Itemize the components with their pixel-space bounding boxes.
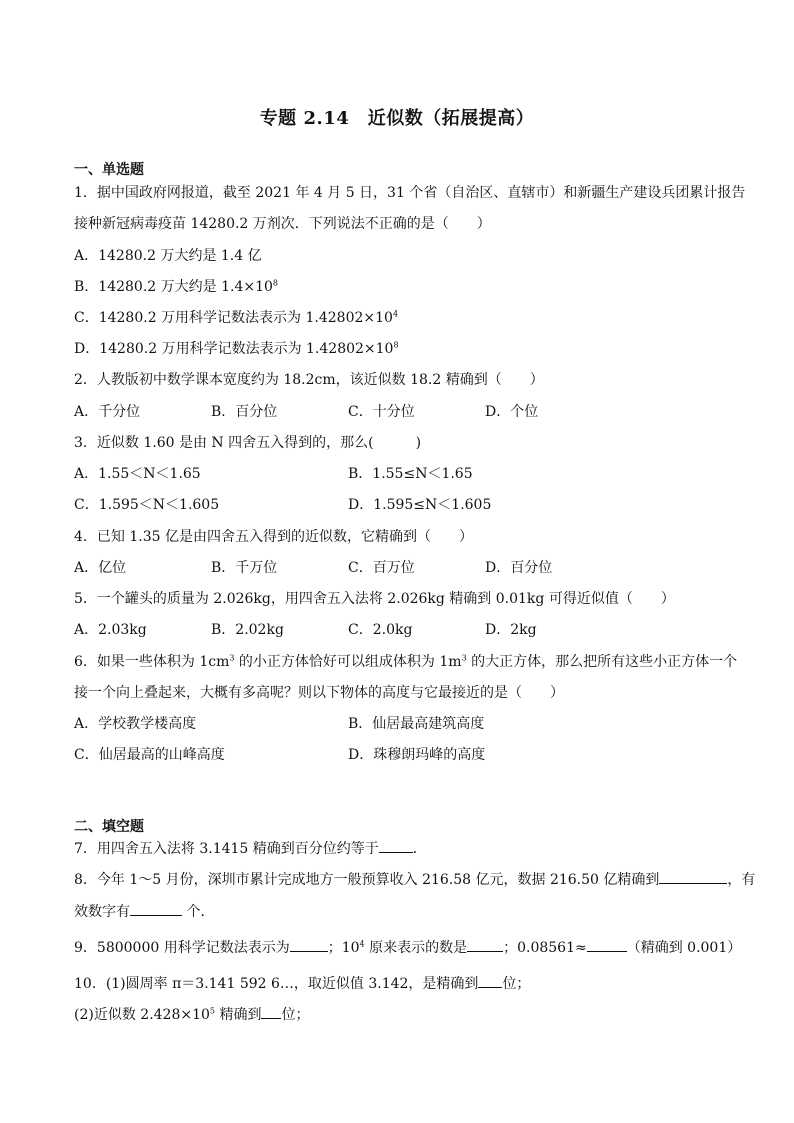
section-heading-fill-in: 二、填空题 [74,819,144,835]
question-3-option-d: D．1.595≤N＜1.605 [348,497,492,513]
question-4-option-a: A．亿位 [74,560,127,576]
question-7: 7．用四舍五入法将 3.1415 精确到百分位约等于 ． [74,841,427,857]
question-6-stem-line1: 6．如果一些体积为 $1cm^3$ 的小正方体恰好可以组成体积为 $1m^3$ 的大正方体，那么把所有这些小正方体一个 [74,653,738,670]
question-1-option-b: B．14280.2 万大约是 $1.4\times 10^8$ [74,278,278,295]
answer-blank[interactable] [379,840,413,853]
answer-blank[interactable] [130,903,182,916]
question-1-option-a: A．14280.2 万大约是 1.4 亿 [74,248,262,264]
question-3-option-b: B．1.55≤N＜1.65 [348,466,473,482]
question-6-option-b: B．仙居最高建筑高度 [348,716,485,732]
question-5-stem: 5．一个罐头的质量为 2.026kg，用四舍五入法将 2.026kg 精确到 0.01kg 可得近似值（ ） [74,591,675,607]
question-3-option-a: A．1.55＜N＜1.65 [74,466,201,482]
question-2-option-c: C．十分位 [348,404,415,420]
answer-blank[interactable] [478,975,502,988]
question-5-option-a: A．2.03kg [74,622,147,638]
question-4-option-d: D．百分位 [485,560,553,576]
question-6-option-c: C．仙居最高的山峰高度 [74,747,225,763]
question-1-option-c: C．14280.2 万用科学记数法表示为 $1.42802\times 10^4$ [74,309,399,326]
question-10-line1: 10．(1)圆周率 π＝3.141 592 6…，取近似值 3.142，是精确到 位； [74,976,531,992]
question-2-stem: 2．人教版初中数学课本宽度约为 18.2cm，该近似数 18.2 精确到（ ） [74,372,544,388]
answer-blank[interactable] [467,939,503,952]
question-6-option-d: D．珠穆朗玛峰的高度 [348,747,486,763]
answer-blank[interactable] [587,939,627,952]
section-heading-single-choice: 一、单选题 [74,162,144,178]
question-1-option-d: D．14280.2 万用科学记数法表示为 $1.42802\times 10^8$ [74,340,399,357]
question-6-option-a: A．学校教学楼高度 [74,716,197,732]
answer-blank[interactable] [659,871,727,884]
answer-blank[interactable] [290,939,328,952]
question-6-stem-line2: 接一个向上叠起来，大概有多高呢？则以下物体的高度与它最接近的是（ ） [74,685,564,701]
question-8-line1: 8．今年 1～5 月份，深圳市累计完成地方一般预算收入 216.58 亿元，数据 216.50 亿精确到 ，有 [74,872,756,888]
question-8-line2: 效数字有 个． [74,904,215,920]
question-2-option-b: B．百分位 [211,404,278,420]
question-4-option-b: B．千万位 [211,560,278,576]
question-4-option-c: C．百万位 [348,560,415,576]
page-title: 专题 2.14 近似数（拓展提高） [259,108,535,129]
question-5-option-c: C．2.0kg [348,622,413,638]
question-3-stem: 3．近似数 1.60 是由 N 四舍五入得到的，那么( ) [74,435,422,451]
question-1-stem-line1: 1．据中国政府网报道，截至 2021 年 4 月 5 日，31 个省（自治区、直辖市）和新疆生产建设兵团累计报告 [74,185,746,201]
question-2-option-a: A．千分位 [74,404,141,420]
question-4-stem: 4．已知 1.35 亿是由四舍五入得到的近似数，它精确到（ ） [74,529,473,545]
answer-blank[interactable] [261,1006,281,1019]
question-3-option-c: C．1.595＜N＜1.605 [74,497,220,513]
question-2-option-d: D．个位 [485,404,539,420]
question-5-option-d: D．2kg [485,622,537,638]
question-10-line2: (2)近似数 $2.428\times 10^5$ 精确到 位； [74,1006,310,1023]
question-9: 9．5800000 用科学记数法表示为 ；$10^4$ 原来表示的数是 ；0.08561≈ （精确到 0.001） [74,939,742,956]
question-5-option-b: B．2.02kg [211,622,284,638]
question-1-stem-line2: 接种新冠病毒疫苗 14280.2 万剂次．下列说法不正确的是（ ） [74,216,491,232]
